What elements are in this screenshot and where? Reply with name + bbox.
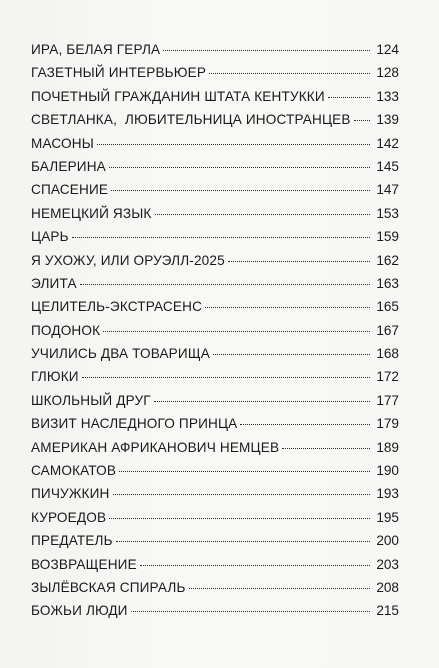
toc-entry	[31, 482, 399, 505]
dot-leader	[113, 493, 371, 495]
toc-entry	[31, 61, 399, 84]
toc-entry	[31, 202, 399, 225]
toc-entry-page: 172	[376, 369, 399, 385]
toc-entry-title: УЧИЛИСЬ ДВА ТОВАРИЩА	[31, 346, 210, 362]
toc-entry-page: 139	[376, 112, 399, 128]
toc-entry-page: 124	[376, 42, 399, 57]
toc-entry-page: 193	[376, 486, 399, 502]
toc-entry-page: 189	[376, 439, 399, 455]
dot-leader	[328, 96, 370, 98]
toc-entry	[31, 85, 399, 108]
toc-entry-title: ЦАРЬ	[31, 229, 69, 245]
toc-entry	[31, 389, 399, 412]
toc-entry-title: ГЛЮКИ	[31, 369, 79, 385]
toc-entry-title: ШКОЛЬНЫЙ ДРУГ	[31, 392, 151, 408]
toc-entry	[31, 225, 399, 248]
dot-leader	[209, 72, 370, 74]
dot-leader	[163, 49, 370, 51]
toc-entry-title: ПОЧЕТНЫЙ ГРАЖДАНИН ШТАТА КЕНТУККИ	[31, 88, 325, 104]
toc-entry-page: 165	[376, 299, 399, 315]
toc-entry	[31, 249, 399, 272]
toc-entry	[31, 108, 399, 131]
dot-leader	[282, 447, 370, 449]
toc-entry-page: 215	[376, 603, 399, 619]
dot-leader	[155, 213, 371, 215]
toc-entry-page: 133	[376, 88, 399, 104]
table-of-contents	[31, 38, 399, 623]
toc-entry-title: СПАСЕНИЕ	[31, 182, 109, 198]
toc-entry-page: 179	[376, 416, 399, 432]
dot-leader	[111, 189, 370, 191]
toc-entry	[31, 132, 399, 155]
toc-entry-page: 190	[376, 463, 399, 479]
toc-entry-page: 142	[376, 135, 399, 151]
toc-entry-title: ПРЕДАТЕЛЬ	[31, 533, 113, 549]
toc-entry-title: ЦЕЛИТЕЛЬ-ЭКСТРАСЕНС	[31, 299, 203, 315]
toc-entry-page: 200	[376, 533, 399, 549]
toc-entry-page: 153	[376, 205, 399, 221]
toc-entry-title: ВИЗИТ НАСЛЕДНОГО ПРИНЦА	[31, 416, 238, 432]
dot-leader	[140, 564, 370, 566]
toc-entry-page: 128	[376, 65, 399, 81]
dot-leader	[213, 353, 370, 355]
dot-leader	[205, 306, 370, 308]
toc-entry-page: 159	[376, 229, 399, 245]
dot-leader	[354, 119, 370, 121]
dot-leader	[154, 400, 370, 402]
toc-entry-title: НЕМЕЦКИЙ ЯЗЫК	[31, 205, 152, 221]
toc-entry-title: МАСОНЫ	[31, 135, 94, 151]
dot-leader	[240, 423, 370, 425]
dot-leader	[189, 587, 370, 589]
toc-entry-title: ИРА, БЕЛАЯ ГЕРЛА	[31, 42, 161, 57]
toc-entry	[31, 295, 399, 318]
dot-leader	[228, 260, 370, 262]
toc-entry	[31, 436, 399, 459]
toc-entry-page: 145	[376, 158, 399, 174]
toc-entry-title: АМЕРИКАН АФРИКАНОВИЧ НЕМЦЕВ	[31, 439, 280, 455]
toc-entry	[31, 459, 399, 482]
toc-entry	[31, 342, 399, 365]
toc-entry	[31, 599, 399, 622]
toc-entry	[31, 178, 399, 201]
dot-leader	[109, 166, 370, 168]
dot-leader	[116, 540, 370, 542]
toc-entry-page: 208	[376, 579, 399, 595]
dot-leader	[119, 470, 370, 472]
toc-entry	[31, 576, 399, 599]
dot-leader	[97, 143, 370, 145]
toc-entry-title: САМОКАТОВ	[31, 463, 117, 479]
dot-leader	[82, 376, 370, 378]
dot-leader	[131, 610, 370, 612]
dot-leader	[103, 330, 370, 332]
toc-entry-title: ВОЗВРАЩЕНИЕ	[31, 556, 137, 572]
toc-entry-title: СВЕТЛАНКА, ЛЮБИТЕЛЬНИЦА ИНОСТРАНЦЕВ	[31, 112, 351, 128]
toc-entry	[31, 319, 399, 342]
dot-leader	[80, 283, 370, 285]
toc-entry-title: ПОДОНОК	[31, 322, 101, 338]
toc-entry-page: 168	[376, 346, 399, 362]
toc-entry-page: 162	[376, 252, 399, 268]
toc-entry-page: 203	[376, 556, 399, 572]
toc-entry-title: Я УХОЖУ, ИЛИ ОРУЭЛЛ-2025	[31, 252, 225, 268]
toc-entry	[31, 506, 399, 529]
toc-entry-page: 177	[376, 392, 399, 408]
toc-entry	[31, 155, 399, 178]
toc-entry	[31, 529, 399, 552]
dot-leader	[109, 517, 370, 519]
toc-entry-page: 163	[376, 275, 399, 291]
dot-leader	[72, 236, 370, 238]
toc-entry	[31, 272, 399, 295]
toc-entry-title: ГАЗЕТНЫЙ ИНТЕРВЬЮЕР	[31, 65, 207, 81]
toc-entry	[31, 412, 399, 435]
toc-entry-title: БОЖЬИ ЛЮДИ	[31, 603, 128, 619]
toc-entry	[31, 38, 399, 61]
toc-entry-page: 147	[376, 182, 399, 198]
toc-entry-title: КУРОЕДОВ	[31, 509, 107, 525]
toc-entry	[31, 553, 399, 576]
toc-entry-page: 167	[376, 322, 399, 338]
toc-entry-title: ЭЛИТА	[31, 275, 77, 291]
toc-entry-title: ПИЧУЖКИН	[31, 486, 110, 502]
toc-entry-title: ЗЫЛЁВСКАЯ СПИРАЛЬ	[31, 579, 186, 595]
toc-entry	[31, 365, 399, 388]
toc-entry-page: 195	[376, 509, 399, 525]
toc-entry-title: БАЛЕРИНА	[31, 158, 106, 174]
